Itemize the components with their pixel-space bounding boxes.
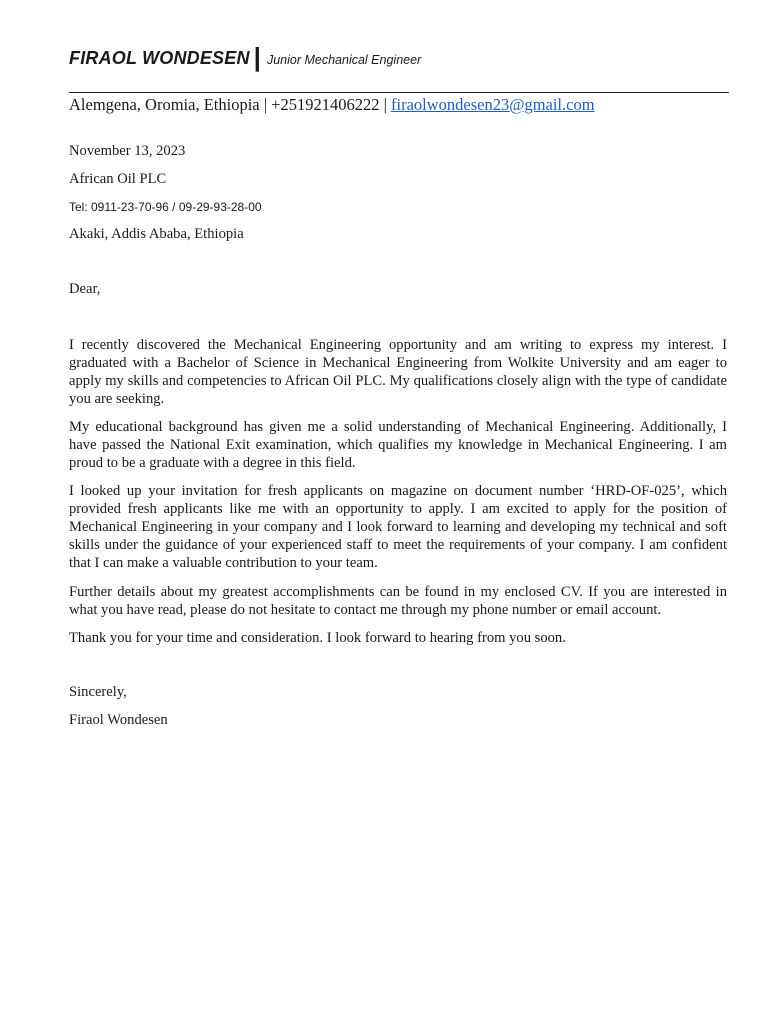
sender-contact bbox=[69, 95, 595, 115]
header-divider bbox=[69, 92, 729, 93]
body-paragraph-4: Further details about my greatest accomplishments can be found in my enclosed CV. If you are interested in what you have read, please do not hesitate to contact me through my phone number or email account. bbox=[69, 584, 727, 618]
salutation: Dear, bbox=[69, 281, 101, 297]
body-paragraph-2: My educational background has given me a solid understanding of Mechanical Engineering. Additionally, I have passed the National Exit examination, which qualifies my knowledge in Mechanical Engineering. I am proud to be a graduate with a degree in this field. bbox=[69, 419, 727, 471]
closing: Sincerely, bbox=[69, 684, 127, 700]
recipient-address: Akaki, Addis Ababa, Ethiopia bbox=[69, 226, 244, 242]
body-paragraph-3: I looked up your invitation for fresh applicants on magazine on document number ‘HRD-OF-025’, which provided fresh applicants like me with an opportunity to apply. I am excited to apply for the position of Mechanical Engineering in your company and I look forward to learning and developing my technical and soft skills under the guidance of your experienced staff to meet the requirements of your company. I am confident that I can make a valuable contribution to your team. bbox=[69, 483, 727, 571]
body-paragraph-1: I recently discovered the Mechanical Engineering opportunity and am writing to express my interest. I graduated with a Bachelor of Science in Mechanical Engineering from Wolkite University and am eager to apply my skills and competencies to African Oil PLC. My qualifications closely align with the type of candidate you are seeking. bbox=[69, 337, 727, 407]
sender-name: FIRAOL WONDESEN bbox=[69, 48, 250, 68]
letter-header bbox=[69, 40, 421, 71]
sender-email-link[interactable]: firaolwondesen23@gmail.com bbox=[391, 95, 595, 114]
header-separator: | bbox=[253, 42, 261, 72]
body-paragraph-5: Thank you for your time and consideration. I look forward to hearing from you soon. bbox=[69, 630, 566, 646]
recipient-phone: Tel: 0911-23-70-96 / 09-29-93-28-00 bbox=[69, 200, 262, 214]
recipient-company: African Oil PLC bbox=[69, 171, 167, 187]
letter-date: November 13, 2023 bbox=[69, 143, 186, 159]
sender-address-phone: Alemgena, Oromia, Ethiopia | +251921406222 | bbox=[69, 95, 392, 114]
signature-name: Firaol Wondesen bbox=[69, 712, 168, 728]
sender-job-title: Junior Mechanical Engineer bbox=[266, 53, 422, 67]
